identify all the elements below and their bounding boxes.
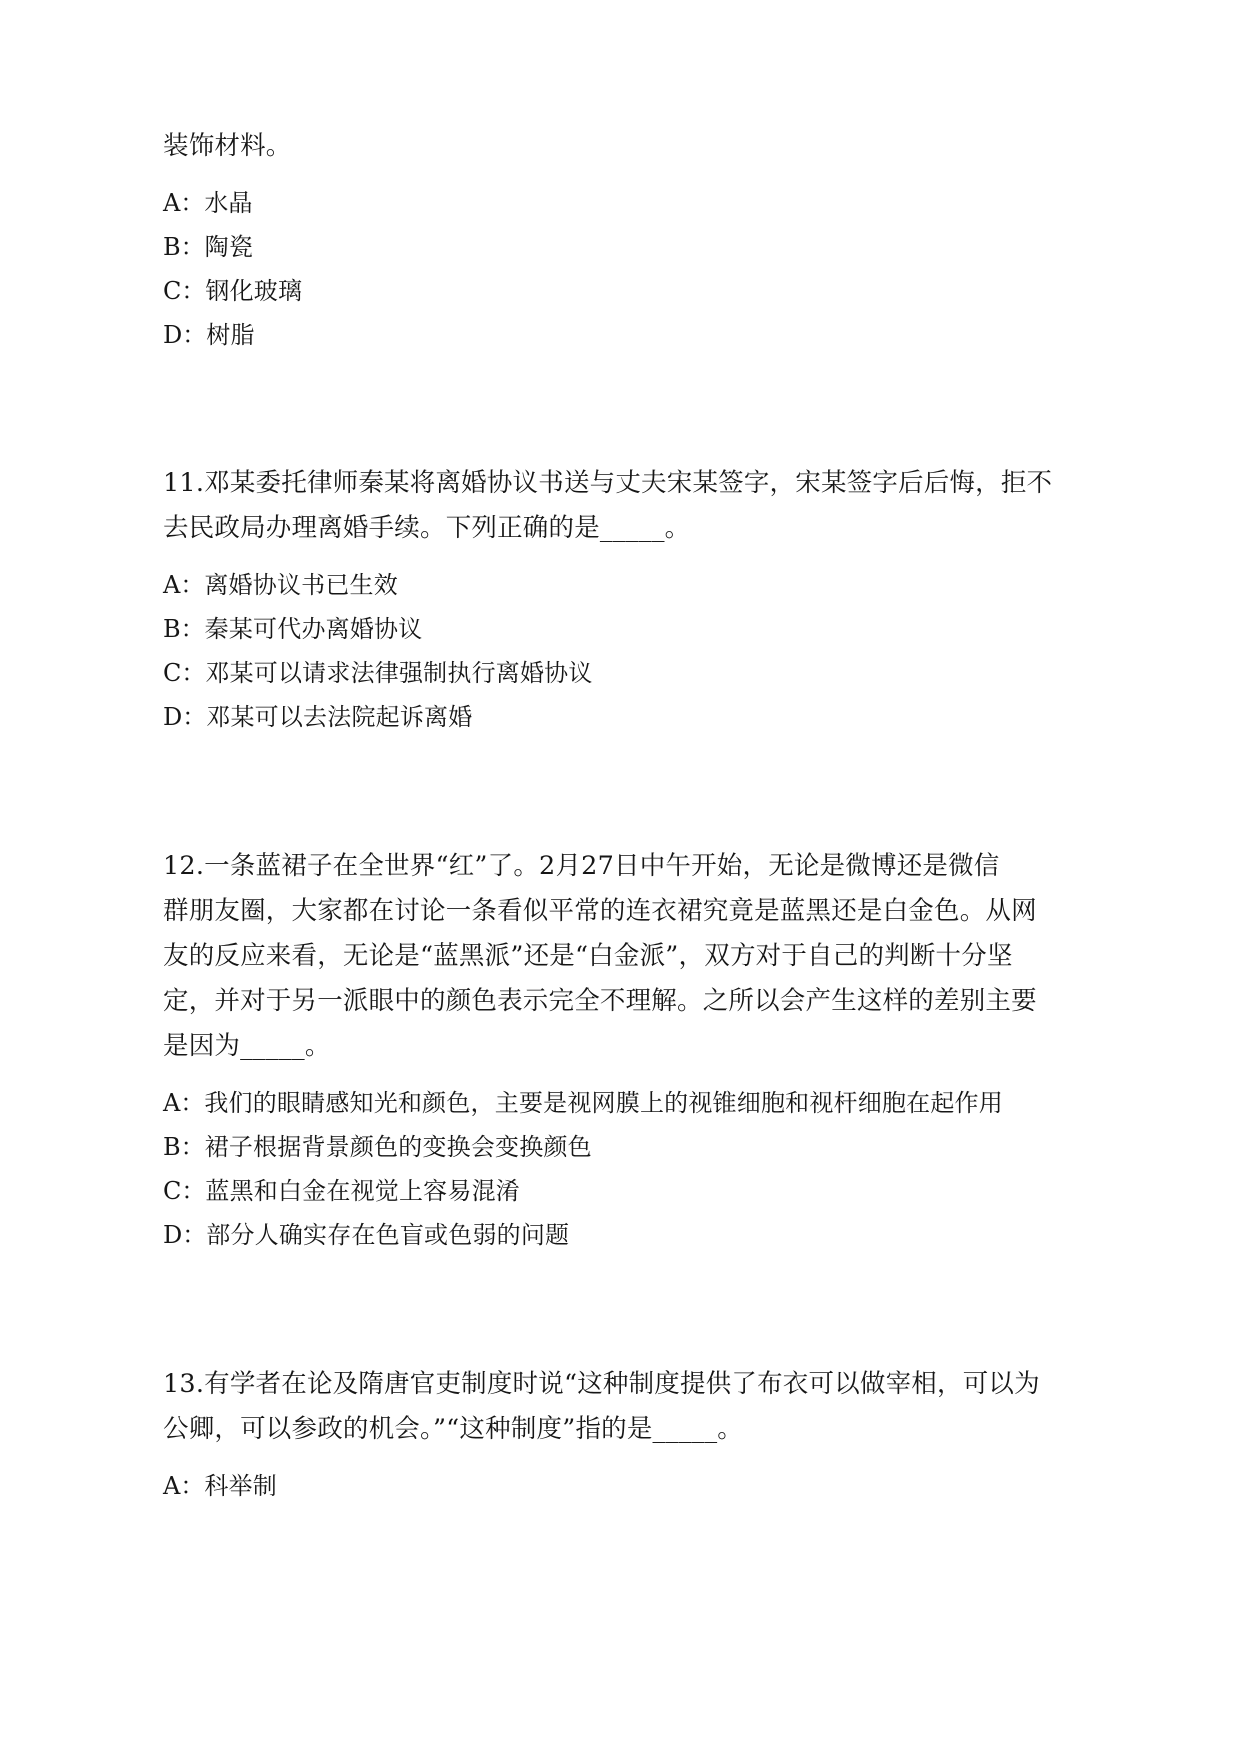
stem-line-text: 13.有学者在论及隋唐官吏制度时说“这种制度提供了布衣可以做宰相，可以为 (163, 1369, 1040, 1399)
option-text: 水晶 (204, 189, 253, 217)
stem-line-text: 是因为_____。 (163, 1031, 331, 1061)
option-letter: B： (163, 1133, 205, 1161)
stem-line (163, 1407, 1103, 1452)
option-text: 钢化玻璃 (205, 277, 303, 305)
stem-line-text: 公卿，可以参政的机会。”“这种制度”指的是_____。 (163, 1414, 744, 1444)
question-stem-11 (163, 461, 1103, 551)
stem-line-text: 定，并对于另一派眼中的颜色表示完全不理解。之所以会产生这样的差别主要 (163, 986, 1037, 1016)
question-options-12 (163, 1081, 1103, 1257)
option-letter: C： (163, 659, 206, 687)
option-item[interactable] (163, 1464, 1103, 1508)
stem-line (163, 461, 1103, 506)
stem-line-text: 群朋友圈，大家都在讨论一条看似平常的连衣裙究竟是蓝黑还是白金色。从网 (163, 896, 1037, 926)
option-item[interactable] (163, 1213, 1103, 1257)
continued-question-tail: 装饰材料。 (163, 131, 292, 161)
stem-line-text: 12.一条蓝裙子在全世界“红”了。2月27日中午开始，无论是微博还是微信 (163, 851, 1000, 881)
question-block-12 (163, 844, 1103, 1257)
stem-line (163, 979, 1103, 1024)
option-text: 离婚协议书已生效 (204, 571, 398, 599)
option-letter: D： (163, 1221, 207, 1249)
option-letter: D： (163, 703, 207, 731)
section-spacer (163, 739, 1103, 844)
document-content (163, 124, 1103, 1508)
option-letter: B： (163, 233, 205, 261)
stem-line-text: 友的反应来看，无论是“蓝黑派”还是“白金派”，双方对于自己的判断十分坚 (163, 941, 1013, 971)
question-options-11 (163, 563, 1103, 739)
option-text: 蓝黑和白金在视觉上容易混淆 (205, 1177, 520, 1205)
question-block-11 (163, 461, 1103, 739)
question-options-13 (163, 1464, 1103, 1508)
option-item[interactable] (163, 225, 1103, 269)
option-text: 秦某可代办离婚协议 (204, 615, 423, 643)
option-letter: A： (163, 1089, 205, 1117)
option-letter: A： (163, 1472, 205, 1500)
stem-line (163, 934, 1103, 979)
option-item[interactable] (163, 313, 1103, 357)
question-stem-12 (163, 844, 1103, 1069)
option-item[interactable] (163, 181, 1103, 225)
option-item[interactable] (163, 1169, 1103, 1213)
stem-line (163, 1024, 1103, 1069)
continued-question-options (163, 181, 1103, 357)
option-item[interactable] (163, 1081, 1103, 1125)
stem-line (163, 506, 1103, 551)
option-item[interactable] (163, 607, 1103, 651)
option-text: 邓某可以去法院起诉离婚 (206, 703, 473, 731)
option-letter: A： (163, 189, 205, 217)
option-text: 树脂 (206, 321, 255, 349)
stem-line-text: 11.邓某委托律师秦某将离婚协议书送与丈夫宋某签字，宋某签字后后悔，拒不 (163, 468, 1053, 498)
option-text: 部分人确实存在色盲或色弱的问题 (206, 1221, 570, 1249)
option-item[interactable] (163, 651, 1103, 695)
section-spacer (163, 357, 1103, 461)
option-letter: C： (163, 277, 206, 305)
stem-line (163, 889, 1103, 934)
option-item[interactable] (163, 563, 1103, 607)
question-stem-13 (163, 1362, 1103, 1452)
option-item[interactable] (163, 695, 1103, 739)
option-text: 裙子根据背景颜色的变换会变换颜色 (204, 1133, 592, 1161)
stem-line (163, 1362, 1103, 1407)
option-letter: A： (163, 571, 205, 599)
stem-line-text: 去民政局办理离婚手续。下列正确的是_____。 (163, 513, 691, 543)
option-letter: D： (163, 321, 207, 349)
option-text: 陶瓷 (204, 233, 254, 261)
option-letter: B： (163, 615, 205, 643)
option-item[interactable] (163, 1125, 1103, 1169)
section-spacer (163, 1257, 1103, 1362)
option-item[interactable] (163, 269, 1103, 313)
stem-line (163, 844, 1103, 889)
question-block-13 (163, 1362, 1103, 1508)
option-text: 我们的眼睛感知光和颜色，主要是视网膜上的视锥细胞和视杆细胞在起作用 (204, 1089, 1003, 1117)
option-text: 科举制 (204, 1472, 277, 1500)
continued-question-block (163, 124, 1103, 357)
option-letter: C： (163, 1177, 206, 1205)
option-text: 邓某可以请求法律强制执行离婚协议 (205, 659, 593, 687)
